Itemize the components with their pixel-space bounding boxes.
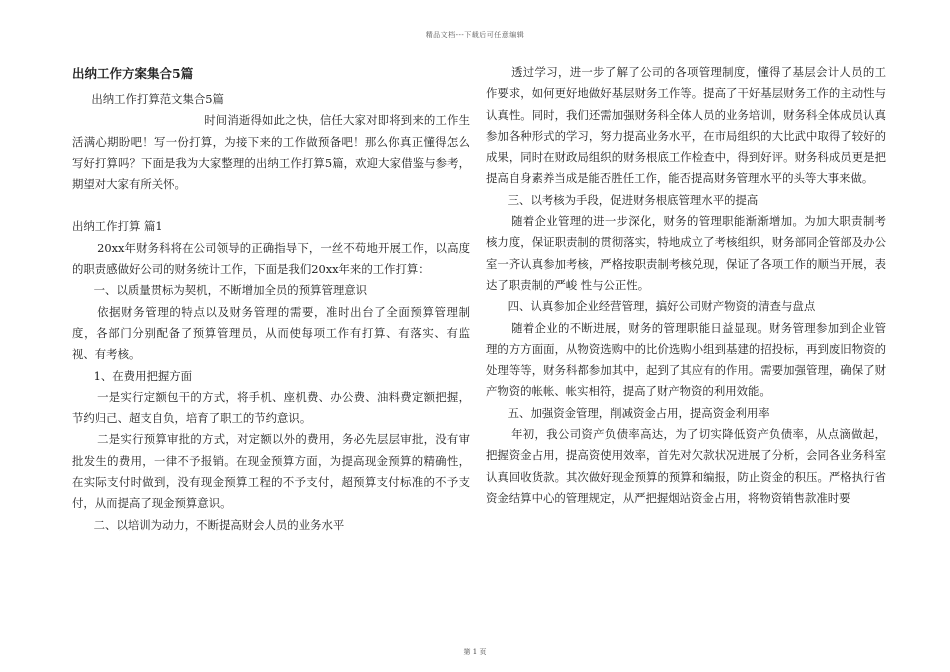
paragraph: 依据财务管理的特点以及财务管理的需要，准时出台了全面预算管理制度，各部门分别配备了预算管理员，从而使每项工作有打算、有落实、有监视、有考核。 <box>72 304 470 362</box>
document-title: 出纳工作方案集合5篇 <box>72 66 194 81</box>
paragraph: 20xx年财务科将在公司领导的正确指导下，一丝不苟地开展工作，以高度的职责感做好公司的财务统计工作，下面是我们20xx年来的工作打算： <box>72 240 470 277</box>
spacer <box>72 195 470 216</box>
paragraph: 年初，我公司资产负债率高达，为了切实降低资产负债率，从点滴做起，把握资金占用，提高资使用效率，首先对欠款状况进展了分析，会同各业务科室认真回收货款。其次做好现金预算的预算和编报，防止资金的积压。严格执行省资金结算中心的管理规定，从严把握烟站资金占用，将物资销售款准时要 <box>486 427 886 505</box>
section-heading: 三、以考核为手段，促进财务根底管理水平的提高 <box>507 192 759 207</box>
paragraph: 二是实行预算审批的方式，对定额以外的费用，务必先层层审批，没有审批发生的费用，一律不予报销。在现金预算方面，为提高现金预算的精确性，在实际支付时做到，没有现金预算工程的不予支付，超预算支付标准的不予支付，从而提高了现金预算意识。 <box>72 432 470 511</box>
intro-paragraph: 时间消逝得如此之快，信任大家对即将到来的工作生活满心期盼吧！写一份打算，为接下来的工作做预备吧！那么你真正懂得怎么写好打算吗？下面是我为大家整理的出纳工作打算5篇，欢迎大家借鉴与参考，期望对大家有所关怀。 <box>72 113 470 192</box>
right-column <box>486 62 886 509</box>
section-heading: 四、认真参加企业经营管理，搞好公司财产物资的清查与盘点 <box>507 299 816 314</box>
left-column <box>72 62 470 536</box>
section-heading: 1、在费用把握方面 <box>93 368 193 383</box>
paragraph: 一是实行定额包干的方式，将手机、座机费、办公费、油料费定额把握，节约归己、超支自负，培育了职工的节约意识。 <box>72 389 470 426</box>
section-heading: 一、以质量贯标为契机，不断增加全员的预算管理意识 <box>93 283 368 298</box>
section-heading: 二、以培训为动力，不断提高财会人员的业务水平 <box>93 517 345 532</box>
paragraph: 随着企业管理的进一步深化，财务的管理职能渐渐增加。为加大职责制考核力度，保证职责制的贯彻落实，特地成立了考核组织，财务部同企管部及办公室一齐认真参加考核，严格按职责制考核兑现，保证了各项工作的顺当开展，表达了职责制的严峻 性与公正性。 <box>486 214 886 292</box>
paragraph: 随着企业的不断进展，财务的管理职能日益显现。财务管理参加到企业管理的方方面面，从物资选购中的比价选购小组到基建的招投标，再到废旧物资的处理等等，财务科都参加其中，起到了其应有的作用。需要加强管理，确保了财产物资的帐帐、帐实相符，提高了财产物资的利用效能。 <box>486 320 886 399</box>
document-subtitle: 出纳工作打算范文集合5篇 <box>91 92 224 106</box>
page-number: 第 1 页 <box>463 648 487 656</box>
section-title: 出纳工作打算 篇1 <box>72 219 163 234</box>
paragraph: 透过学习，进一步了解了公司的各项管理制度，懂得了基层会计人员的工作要求，如何更好地做好基层财务工作等。提高了干好基层财务工作的主动性与认真性。同时，我们还需加强财务科全体人员的业务培训，财务科全体成员认真参加各种形式的学习，努力提高业务水平，在市局组织的大比武中取得了较好的成果，同时在财政局组织的财务根底工作检查中，得到好评。财务科成员更是把提高自身素养当成是能否胜任工作，能否提高财务管理水平的头等大事来做。 <box>486 65 886 186</box>
page-header: 精品文档---下载后可任意编辑 <box>425 31 525 39</box>
section-heading: 五、加强资金管理，削减资金占用，提高资金利用率 <box>507 405 770 420</box>
